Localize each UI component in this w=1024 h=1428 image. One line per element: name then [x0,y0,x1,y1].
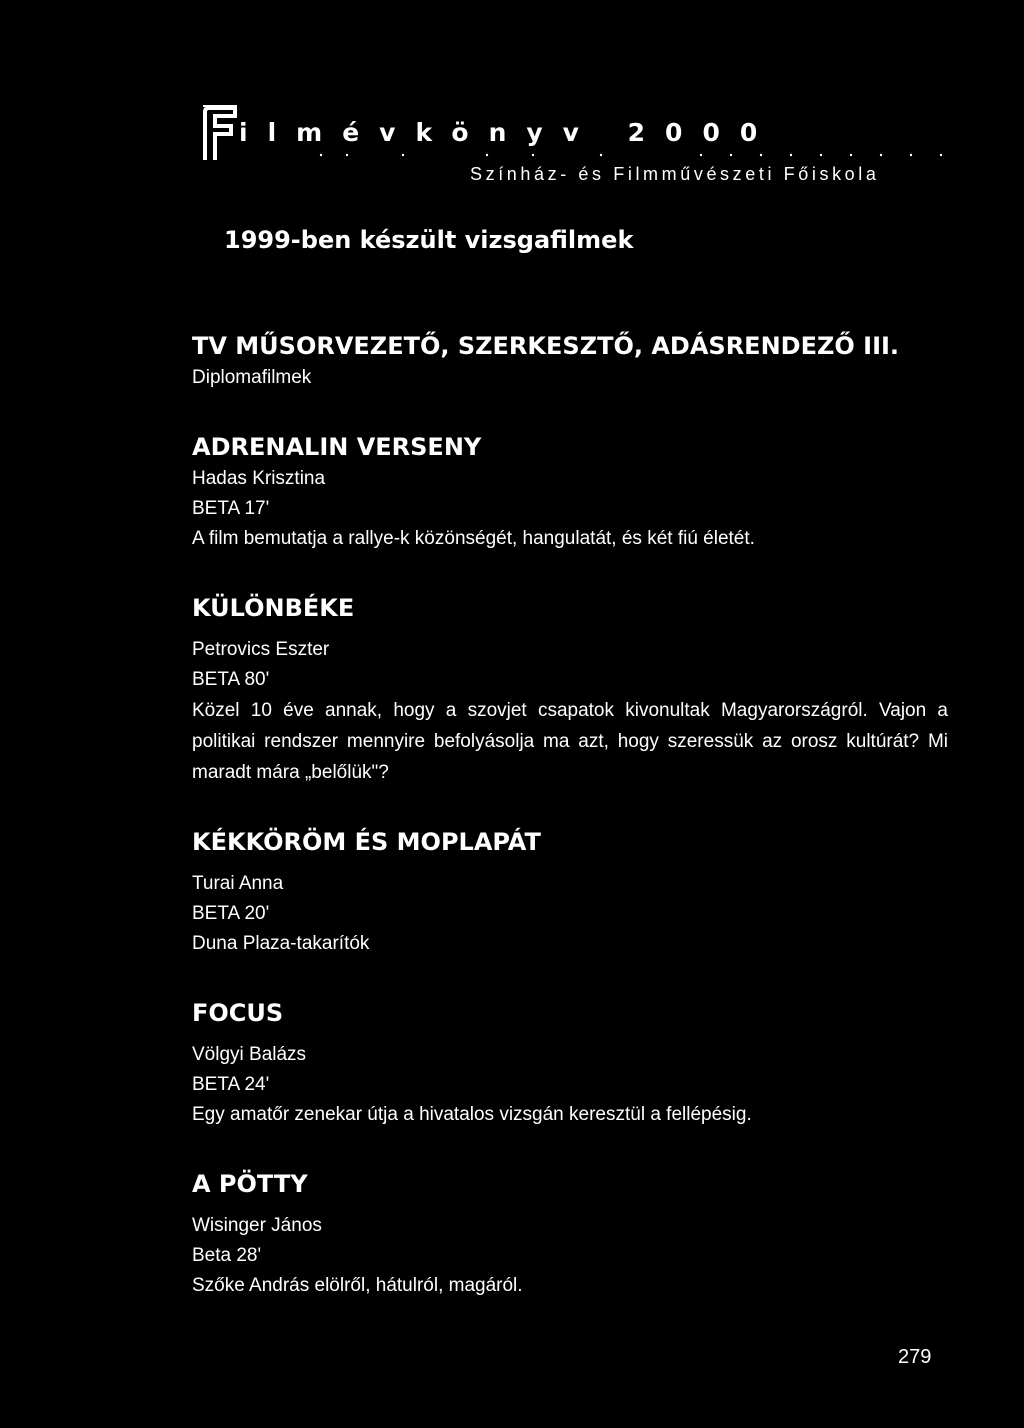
film-description: A film bemutatja a rallye-k közönségét, hangulatát, és két fiú életét. [192,528,755,549]
section-title: TV MŰSORVEZETŐ, SZERKESZTŐ, ADÁSRENDEZŐ III. [192,332,900,360]
page-header [201,104,961,194]
film-title: KÉKKÖRÖM ÉS MOPLAPÁT [192,828,541,856]
film-title: A PÖTTY [192,1170,308,1198]
film-description: Duna Plaza-takarítók [192,933,370,954]
film-entry [192,997,952,1130]
film-entry [192,431,952,554]
film-title: ADRENALIN VERSENY [192,433,482,461]
film-author: Turai Anna [192,873,284,894]
film-author: Petrovics Eszter [192,639,330,660]
film-title: FOCUS [192,999,284,1027]
film-description: Egy amatőr zenekar útja a hivatalos vizsgán keresztül a fellépésig. [192,1104,752,1125]
film-format: Beta 28' [192,1245,262,1266]
school-name: Színház- és Filmművészeti Főiskola [470,164,880,184]
film-format: BETA 17' [192,498,270,519]
film-list [192,330,952,1301]
film-format: BETA 24' [192,1074,270,1095]
filmevkonyv-logo-icon [201,104,239,162]
film-entry [192,826,952,959]
film-format: BETA 80' [192,669,270,690]
decorative-dots [301,152,951,158]
yearbook-title: ilmévkönyv 2000 [239,118,778,147]
film-format: BETA 20' [192,903,270,924]
year-heading: 1999-ben készült vizsgafilmek [224,226,634,254]
section-subtitle: Diplomafilmek [192,367,312,388]
film-entry [192,592,952,788]
film-author: Völgyi Balázs [192,1044,307,1065]
page-number: 279 [898,1346,932,1368]
film-title: KÜLÖNBÉKE [192,594,355,622]
film-author: Wisinger János [192,1215,322,1236]
film-author: Hadas Krisztina [192,468,326,489]
film-description: Közel 10 éve annak, hogy a szovjet csapatok kivonultak Magyarországról. Vajon a politikai rendszer mennyire befolyásolja ma azt, hogy szeressük az orosz kultúrát? Mi maradt mára „belőlük"? [192,700,948,783]
film-entry [192,1168,952,1301]
film-description: Szőke András elölről, hátulról, magáról. [192,1275,523,1296]
